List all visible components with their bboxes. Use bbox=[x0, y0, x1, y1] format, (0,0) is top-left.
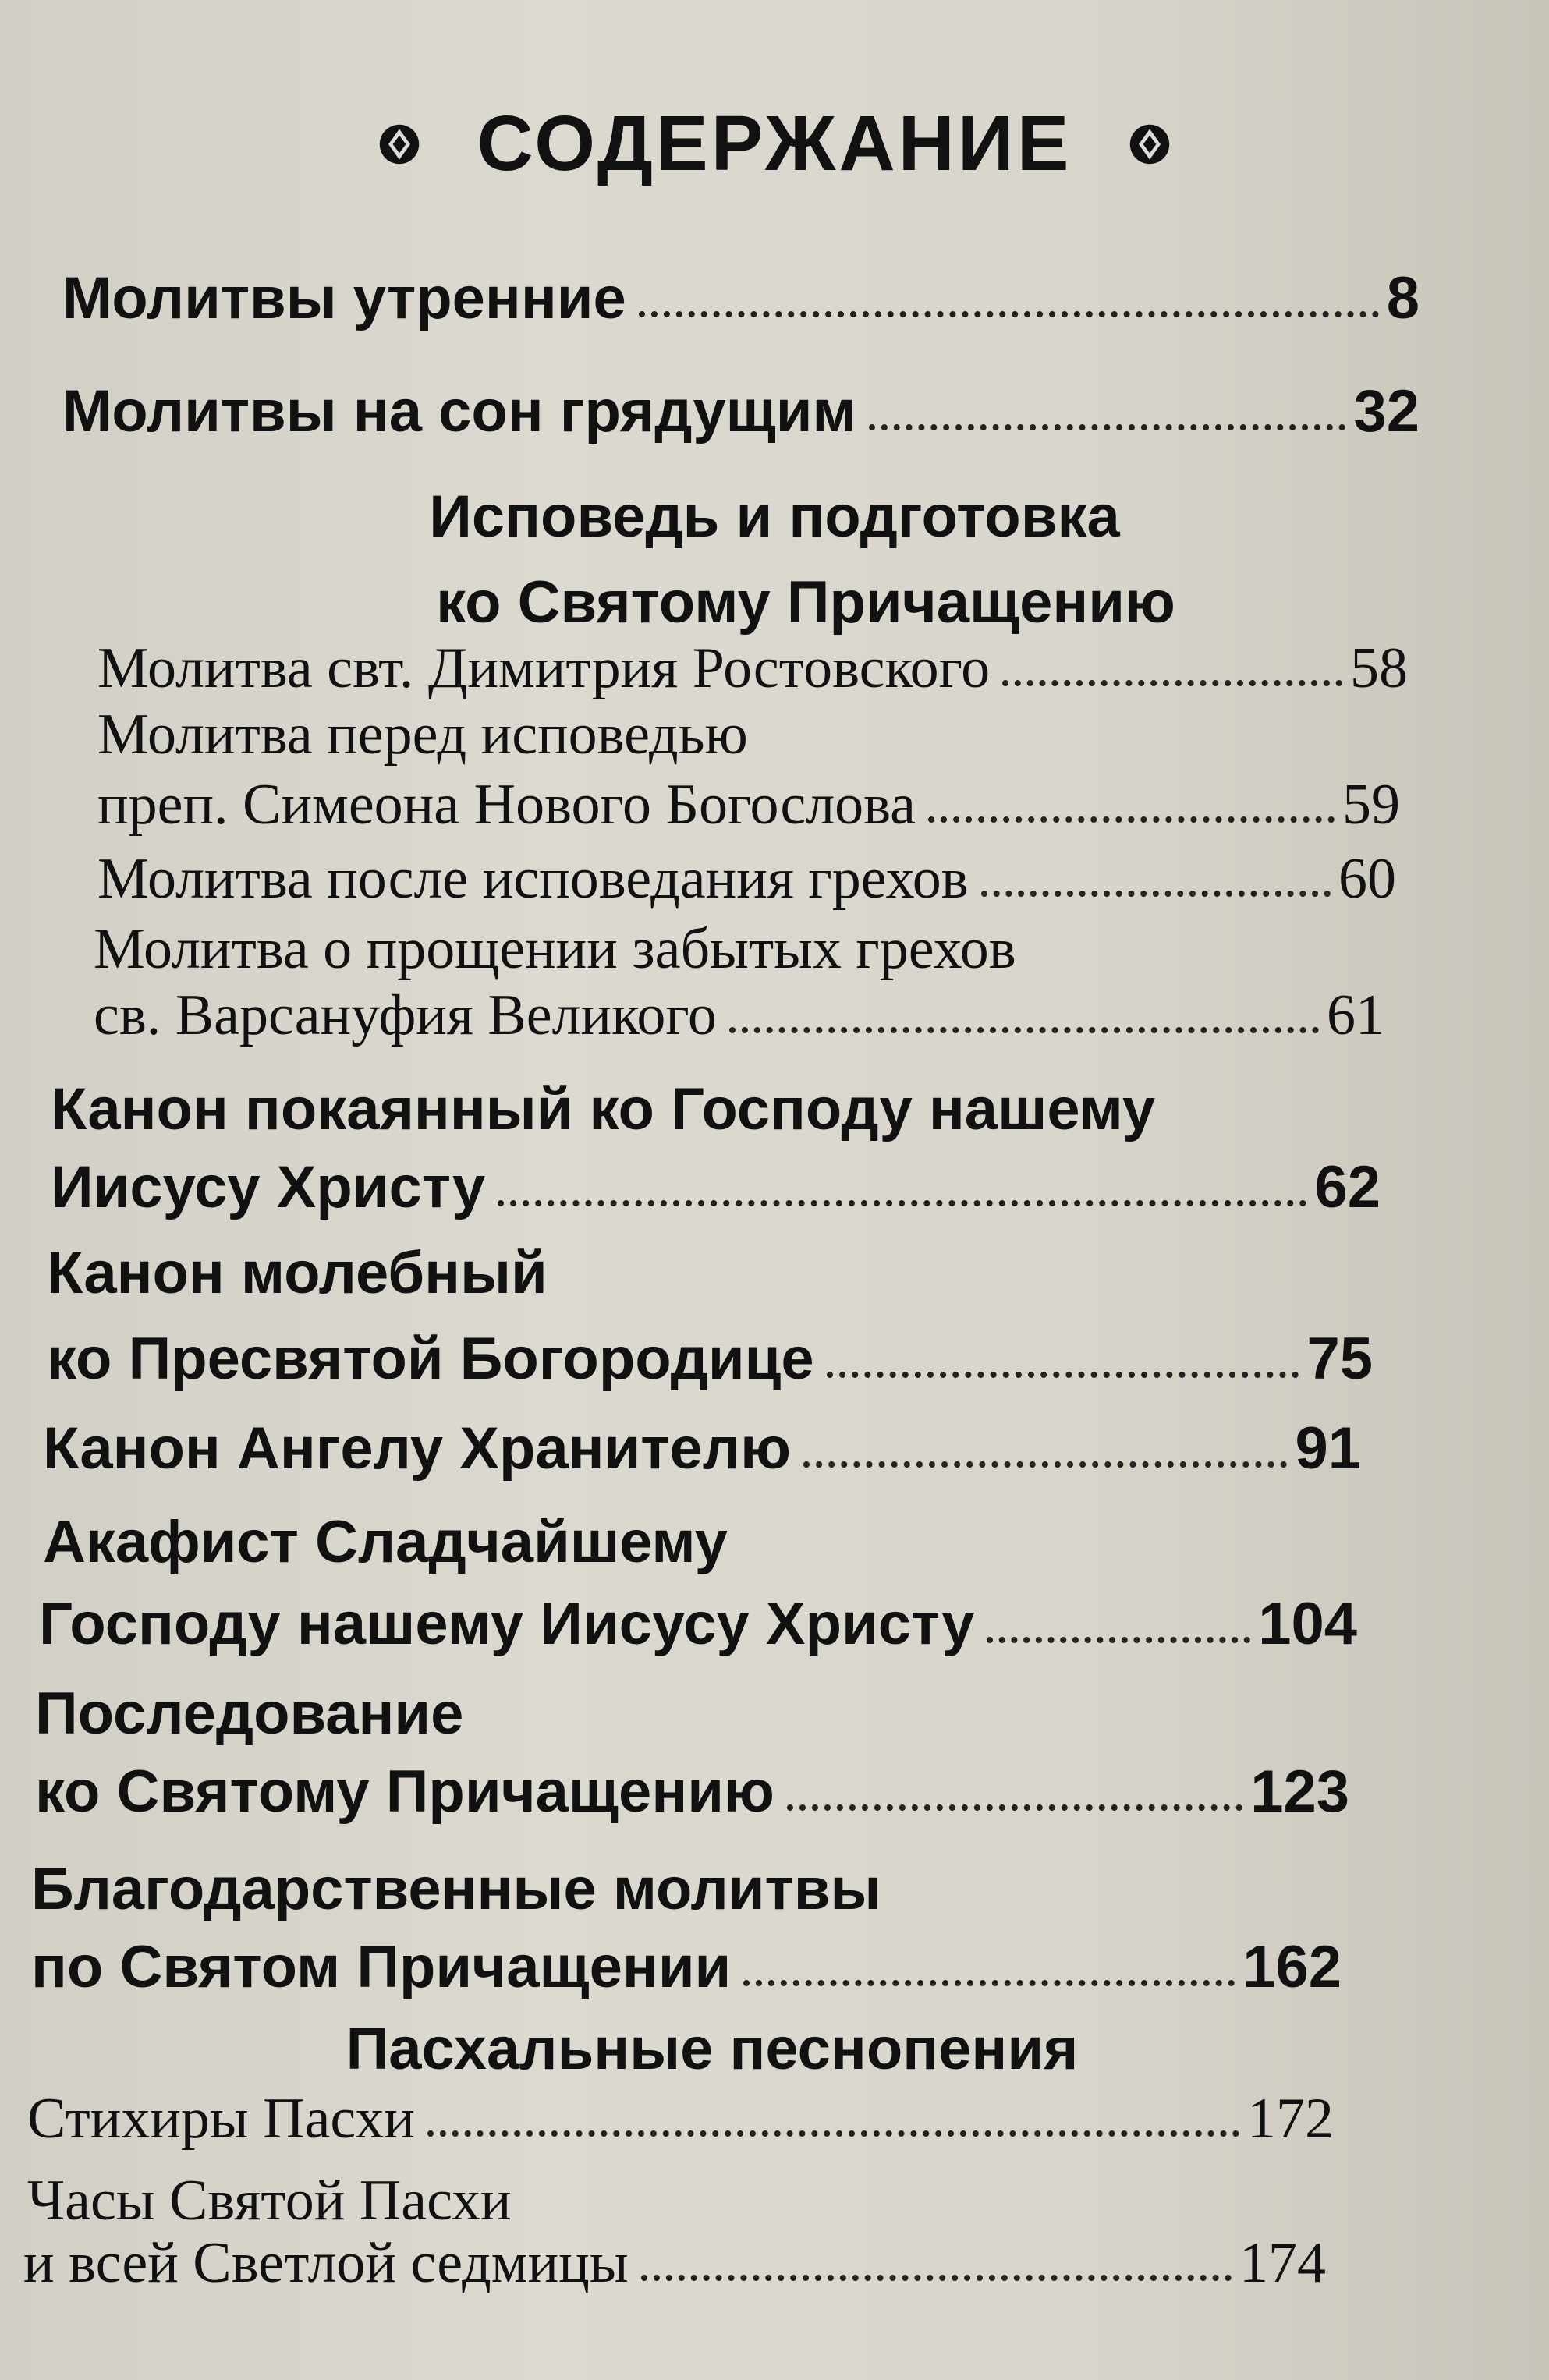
leader-dots bbox=[987, 1637, 1250, 1643]
toc-entry-communion-rule-line1[interactable]: Последование bbox=[35, 1681, 464, 1747]
page-number: 104 bbox=[1258, 1591, 1357, 1657]
page-number: 61 bbox=[1327, 983, 1384, 1047]
page-number: 123 bbox=[1250, 1758, 1349, 1825]
page-number: 75 bbox=[1306, 1326, 1373, 1392]
page-number: 59 bbox=[1342, 773, 1400, 837]
diamond-ornament-icon bbox=[1128, 122, 1171, 166]
toc-entry-thanksgiving[interactable]: по Святом Причащении 162 bbox=[31, 1934, 1342, 2000]
toc-entry-after-confession[interactable]: Молитва после исповедания грехов 60 bbox=[97, 847, 1396, 911]
leader-dots bbox=[729, 1027, 1319, 1033]
page-number: 174 bbox=[1239, 2231, 1326, 2295]
leader-dots bbox=[787, 1804, 1242, 1811]
page-number: 62 bbox=[1314, 1154, 1381, 1220]
toc-entry-supplicatory-canon-line1[interactable]: Канон молебный bbox=[47, 1240, 548, 1306]
page-number: 172 bbox=[1247, 2087, 1334, 2151]
page-number: 91 bbox=[1295, 1415, 1361, 1482]
page-number: 162 bbox=[1242, 1934, 1342, 2000]
toc-entry-symeon-prayer[interactable]: преп. Симеона Нового Богослова 59 bbox=[97, 773, 1400, 837]
leader-dots bbox=[427, 2130, 1239, 2137]
leader-dots bbox=[641, 2275, 1232, 2281]
leader-dots bbox=[981, 891, 1331, 897]
toc-entry-paschal-hours-line1[interactable]: Часы Святой Пасхи bbox=[27, 2169, 512, 2233]
toc-entry-akathist-line1[interactable]: Акафист Сладчайшему bbox=[43, 1509, 728, 1575]
toc-entry-paschal-stichera[interactable]: Стихиры Пасхи 172 bbox=[27, 2087, 1334, 2151]
leader-dots bbox=[1002, 680, 1342, 686]
toc-entry-penitential-canon-line1[interactable]: Канон покаянный ко Господу нашему bbox=[51, 1076, 1156, 1142]
toc-entry-dimitry-prayer[interactable]: Молитва свт. Димитрия Ростовского 58 bbox=[97, 636, 1408, 700]
toc-entry-communion-rule[interactable]: ко Святому Причащению 123 bbox=[35, 1758, 1349, 1825]
leader-dots bbox=[639, 311, 1379, 317]
leader-dots bbox=[498, 1200, 1306, 1206]
section-heading-confession-line2: ко Святому Причащению bbox=[436, 569, 1175, 636]
leader-dots bbox=[869, 424, 1346, 430]
diamond-ornament-icon bbox=[378, 122, 421, 166]
title-text: СОДЕРЖАНИЕ bbox=[477, 100, 1072, 188]
leader-dots bbox=[803, 1461, 1287, 1468]
page-number: 60 bbox=[1338, 847, 1396, 911]
toc-entry-akathist[interactable]: Господу нашему Иисусу Христу 104 bbox=[39, 1591, 1357, 1657]
page-number: 58 bbox=[1350, 636, 1408, 700]
toc-entry-evening-prayers[interactable]: Молитвы на сон грядущим 32 bbox=[62, 378, 1420, 444]
section-heading-confession: Исповедь и подготовка bbox=[429, 483, 1120, 550]
toc-entry-guardian-angel-canon[interactable]: Канон Ангелу Хранителю 91 bbox=[43, 1415, 1361, 1482]
section-heading-paschal: Пасхальные песнопения bbox=[346, 2016, 1079, 2082]
toc-entry-penitential-canon[interactable]: Иисусу Христу 62 bbox=[51, 1154, 1381, 1220]
toc-entry-supplicatory-canon[interactable]: ко Пресвятой Богородице 75 bbox=[47, 1326, 1373, 1392]
leader-dots bbox=[928, 816, 1335, 823]
page-number: 32 bbox=[1353, 378, 1420, 444]
leader-dots bbox=[827, 1372, 1299, 1378]
toc-entry-thanksgiving-line1[interactable]: Благодарственные молитвы bbox=[31, 1856, 881, 1922]
toc-entry-paschal-hours[interactable]: и всей Светлой седмицы 174 bbox=[23, 2231, 1326, 2295]
toc-entry-symeon-line1[interactable]: Молитва перед исповедью bbox=[97, 703, 748, 767]
page-title bbox=[0, 94, 1549, 189]
toc-entry-barsanuphius-prayer[interactable]: св. Варсануфия Великого 61 bbox=[94, 983, 1384, 1047]
page-number: 8 bbox=[1386, 265, 1420, 331]
toc-entry-barsanuphius-line1[interactable]: Молитва о прощении забытых грехов bbox=[94, 917, 1016, 981]
toc-entry-morning-prayers[interactable]: Молитвы утренние 8 bbox=[62, 265, 1420, 331]
leader-dots bbox=[743, 1980, 1235, 1986]
